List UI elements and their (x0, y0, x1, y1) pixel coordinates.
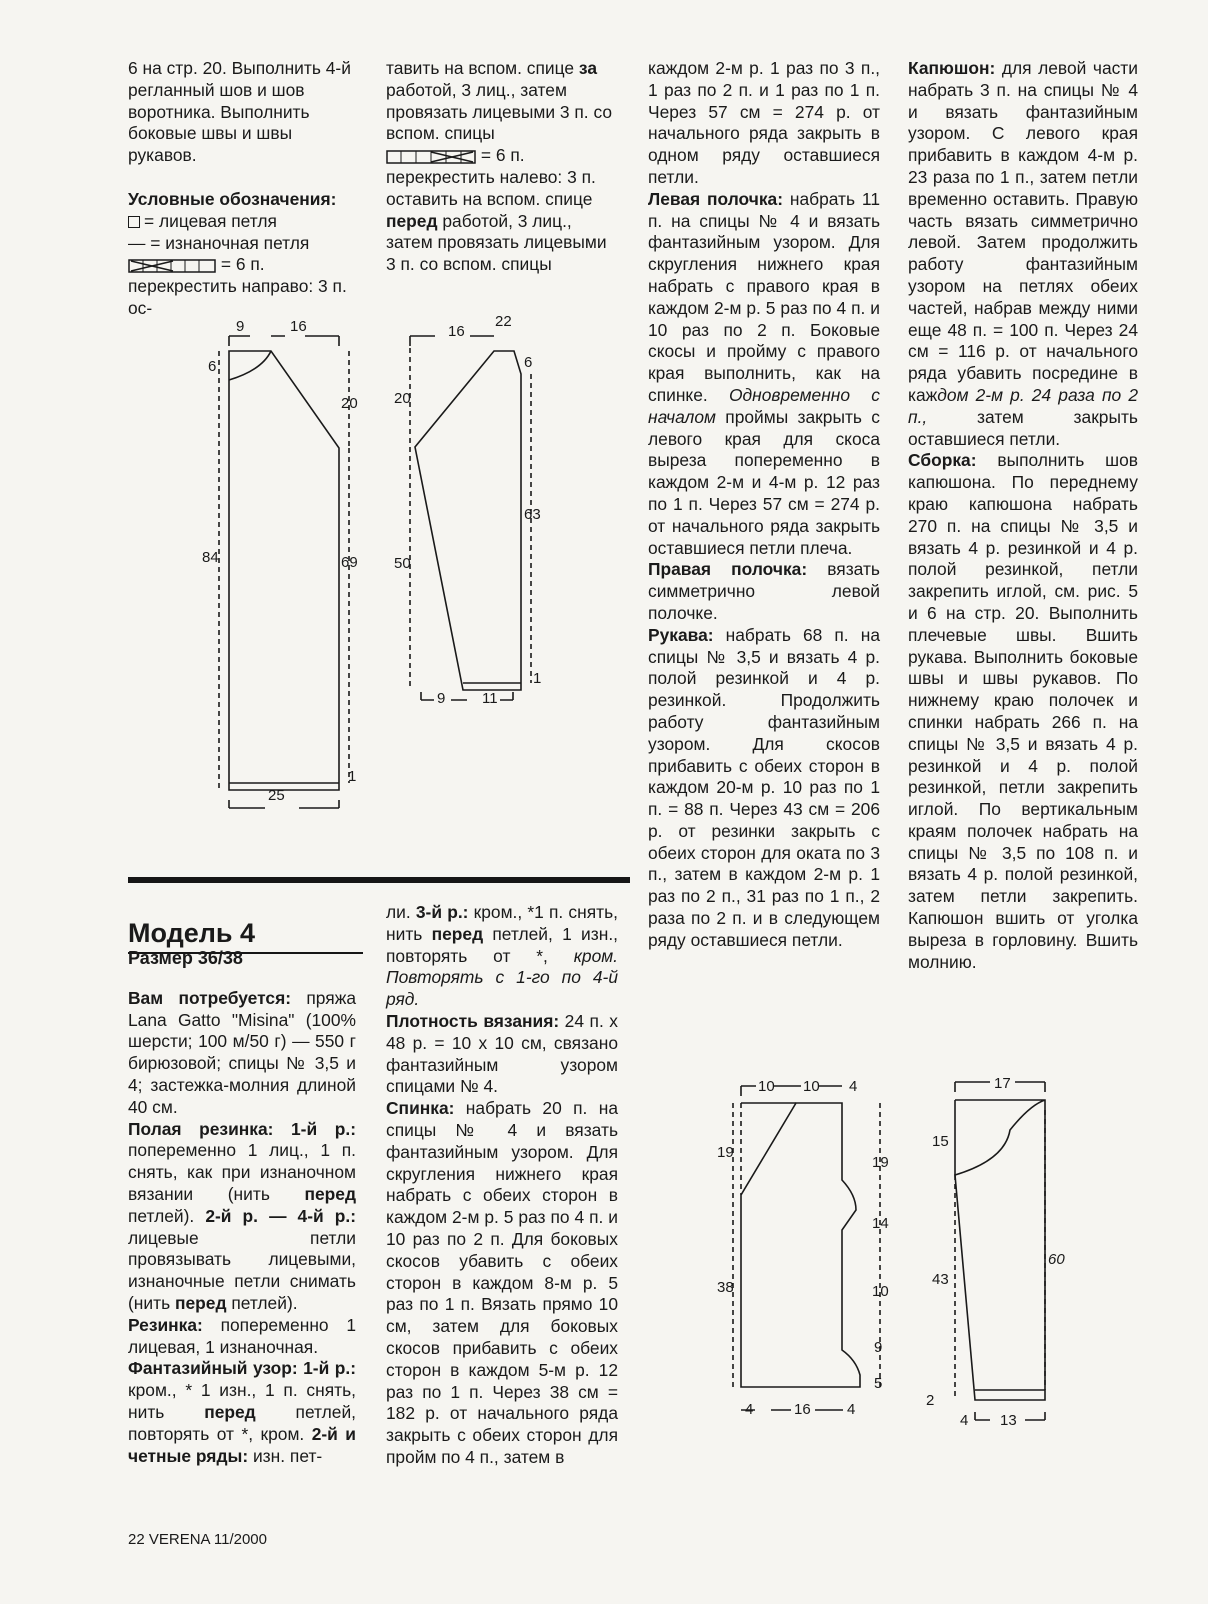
dim-label: 6 (524, 354, 533, 371)
text-segment: набрать 20 п. на спицы № 4 и вязать фантазийным узором. Для скругления нижнего края набрать с обеих сторон в каждом 2-м р. 5 раз по 4 п. и 10 раз по 2 п. Для боковых скосов убавить с обеих сторон в каждом 8-м р. 5 раз по 1 п. Вязать прямо 10 см, затем для боковых скосов прибавить с обеих сторон в каждом 5-м р. 12 раз по 1 п. Через 38 см = 182 р. от начального ряда закрыть с обеих сторон для пройм по 4 п., затем в (386, 1098, 618, 1467)
dim-label: 17 (994, 1075, 1011, 1092)
text-segment: тавить на вспом. спице (386, 58, 579, 78)
section-heading: Сборка: (908, 450, 977, 471)
text-bold: перед (386, 210, 438, 231)
text-bold: за (578, 58, 597, 78)
text-bold: 3-й р.: (415, 902, 469, 922)
text-segment: проймы закрыть с левого края для скоса выреза попеременно в каждом 2-м и 4-м р. 12 раз по 1 п. Через 57 см = 274 р. от начального ряда закрыть оставшиеся петли плеча. (648, 406, 880, 558)
dim-label: 10 (758, 1078, 775, 1095)
text-segment: работой, 3 лиц., затем провязать лицевыми 3 п. со вспом. спицы (386, 210, 607, 275)
section-heading: Фантазийный узор: 1-й р.: (128, 1358, 356, 1379)
text-segment: набрать 11 п. на спицы № 4 и вязать фантазийным узором. Для скругления нижнего края набрать с правого края в каждом 2-м р. 5 раз по 4 п. и 10 раз по 2 п. Боковые скосы и пройму с правого края выполнить, как на спинке. (648, 188, 880, 405)
legend-cross-right-label: = 6 п. перекрестить направо: 3 п. ос- (128, 254, 347, 318)
section-heading: Левая полочка: (648, 188, 783, 209)
dim-label: 43 (932, 1271, 949, 1288)
dim-label: 16 (448, 323, 465, 340)
schematic-panel-4 (955, 1082, 1045, 1420)
section-heading: Рукава: (648, 624, 714, 645)
section-heading: Резинка: (128, 1314, 203, 1335)
dim-label: 9 (874, 1339, 883, 1356)
dim-label: 9 (236, 318, 245, 335)
dim-label: 1 (348, 768, 357, 785)
dim-label: 25 (268, 787, 285, 804)
text-segment: пряжа Lana Gatto "Misina" (100% шерсти; 100 м/50 г) — 550 г бирюзовой; спицы № 3,5 и 4; застежка-молния длиной 40 см. (128, 987, 357, 1117)
dim-label: 6 (208, 358, 217, 375)
legend-purl: — = изнаночная петля (128, 232, 310, 253)
dim-label: 50 (394, 555, 411, 572)
text-segment: затем закрыть оставшиеся петли. (908, 406, 1138, 449)
dim-label: 63 (524, 506, 541, 523)
text-segment: кром., *1 п. снять, нить (386, 902, 618, 944)
dim-label: 10 (803, 1078, 820, 1095)
text-segment: петлей). (226, 1292, 298, 1313)
dim-label: 1 (533, 670, 542, 687)
dim-label: 4 (960, 1412, 969, 1429)
text-bold: перед (204, 1401, 256, 1422)
text-bold: перед (431, 923, 484, 944)
dim-label: 15 (932, 1133, 949, 1150)
text-segment: выполнить шов капюшона. По переднему краю капюшона набрать 270 п. на спицы № 3,5 и вязать 4 р. резинкой и 4 р. полой резинкой, петли закрепить иглой, см. рис. 5 и 6 на стр. 20. Выполнить плечевые швы. Вшить рукава. Выполнить боковые швы и швы рукавов. По нижнему краю полочек и спинки набрать 266 п. на спицы № 3,5 и вязать 4 р. резинкой и 4 р. полой резинкой, петли закрепить иглой. По вертикальным краям полочек набрать на спицы № 3,5 по 108 п. и вязать 4 р. полой резинкой, затем петли закрепить. Капюшон вшить от уголка выреза в горловину. Вшить молнию. (908, 450, 1138, 972)
text-bold: перед (174, 1292, 227, 1313)
text-segment: кром., * 1 изн., 1 п. снять, нить (128, 1380, 356, 1422)
schematic-panel-2 (410, 336, 531, 700)
text-segment: попеременно 1 лицевая, 1 изнаночная. (128, 1314, 356, 1357)
text-segment: вязать симметрично левой полочке. (648, 559, 880, 623)
dim-label: 16 (290, 318, 307, 335)
dim-label: 19 (717, 1144, 734, 1161)
dim-label: 11 (482, 690, 498, 707)
schematic-panel-1 (219, 336, 349, 808)
dim-label: 4 (849, 1078, 858, 1095)
text-segment: изн. пет- (248, 1445, 323, 1466)
dim-label: 69 (341, 554, 358, 571)
dim-label: 14 (872, 1215, 889, 1232)
dim-label: 84 (202, 549, 219, 566)
text-segment: работой, 3 лиц., затем провязать лицевыми 3 п. со вспом. спицы (386, 79, 613, 144)
legend-knit-label: = лицевая петля (144, 210, 277, 231)
dim-label: 10 (872, 1283, 889, 1300)
dim-label: 19 (872, 1154, 889, 1171)
text-segment: = 6 п. перекрестить налево: 3 п. оставить на вспом. спице (386, 145, 596, 209)
section-heading: Вам потребуется: (128, 987, 292, 1008)
section-heading: Плотность вязания: (386, 1010, 560, 1031)
text-segment: петлей, 1 изн., повторять от *, (386, 923, 618, 966)
text-segment: петлей). (128, 1205, 206, 1226)
text-segment: 24 п. х 48 р. = 10 х 10 см, связано фантазийным узором спицами № 4. (386, 1010, 618, 1097)
section-heading: Капюшон: (908, 58, 996, 78)
section-heading: Полая резинка: 1-й р.: (128, 1118, 356, 1139)
text-segment: попеременно 1 лиц., 1 п. снять, как при изнаночном вязании (нить (128, 1140, 356, 1204)
text-bold: 2-й р. — 4-й р.: (205, 1205, 356, 1226)
legend-title: Условные обозначения: (128, 188, 337, 209)
text-bold: 2-й и четные ряды: (128, 1423, 356, 1466)
text-italic: дом 2-м р. 24 раза по 2 п., (908, 384, 1138, 427)
dim-label: 16 (794, 1401, 811, 1418)
dim-label: 60 (1048, 1251, 1065, 1268)
text-segment: набрать 68 п. на спицы № 3,5 и вязать 4 р. полой резинкой и 4 р. резинкой. Продолжить работу фантазийным узором. Для скосов прибавить с обеих сторон в каждом 20-м р. 10 раз по 1 п. = 88 п. Через 43 см = 206 р. от резинки закрыть с обеих сторон для оката по 3 п., затем в каждом 2-м р. 1 раз по 2 п., 31 раз по 1 п., 2 раза по 2 п. и в следующем ряду оставшиеся петли. (648, 624, 880, 950)
size-label: Размер 36/38 (128, 948, 243, 968)
model-title: Модель 4 (128, 918, 256, 948)
text-segment: ли. (386, 902, 416, 922)
page-footer: 22 VERENA 11/2000 (128, 1531, 267, 1548)
dim-label: 22 (495, 313, 512, 330)
dim-label: 2 (926, 1392, 935, 1409)
section-heading: Правая полочка: (648, 559, 808, 580)
text-italic: Одновременно с началом (648, 384, 880, 427)
dim-label: 20 (341, 395, 358, 412)
dim-label: 9 (437, 690, 446, 707)
dim-label: 13 (1000, 1412, 1017, 1429)
dim-label: 20 (394, 390, 411, 407)
text-segment: петлей, повторять от *, кром. (128, 1401, 356, 1444)
back-continued: каждом 2-м р. 1 раз по 3 п., 1 раз по 2 п. и 1 раз по 1 п. Через 57 см = 274 р. от начального ряда закрыть в одном ряду оставшиеся петли. (648, 58, 880, 187)
dim-label: 4 (745, 1401, 754, 1418)
text-continuation: 6 на стр. 20. Выполнить 4-й регланный шов и шов воротника. Выполнить боковые швы и швы рукавов. (128, 58, 351, 166)
text-bold: перед (304, 1183, 356, 1204)
dim-label: 38 (717, 1279, 734, 1296)
text-segment: для левой части набрать 3 п. на спицы № 4 и вязать фантазийным узором. С левого края прибавить в каждом 4-м р. 23 раза по 1 п., затем петли временно оставить. Правую часть вязать симметрично левой. Затем продолжить работу фантазийным узором на петлях обеих частей, набрав между ними еще 48 п. = 100 п. Через 24 см = 116 р. от начального ряда убавить посредине в каж (908, 58, 1138, 405)
text-segment: лицевые петли провязывать лицевыми, изнаночные петли снимать (нить (128, 1227, 356, 1313)
section-heading: Спинка: (386, 1098, 455, 1119)
dim-label: 5 (874, 1375, 883, 1392)
text-italic: кром. Повторять с 1-го по 4-й ряд. (386, 945, 618, 1010)
dim-label: 4 (847, 1401, 856, 1418)
